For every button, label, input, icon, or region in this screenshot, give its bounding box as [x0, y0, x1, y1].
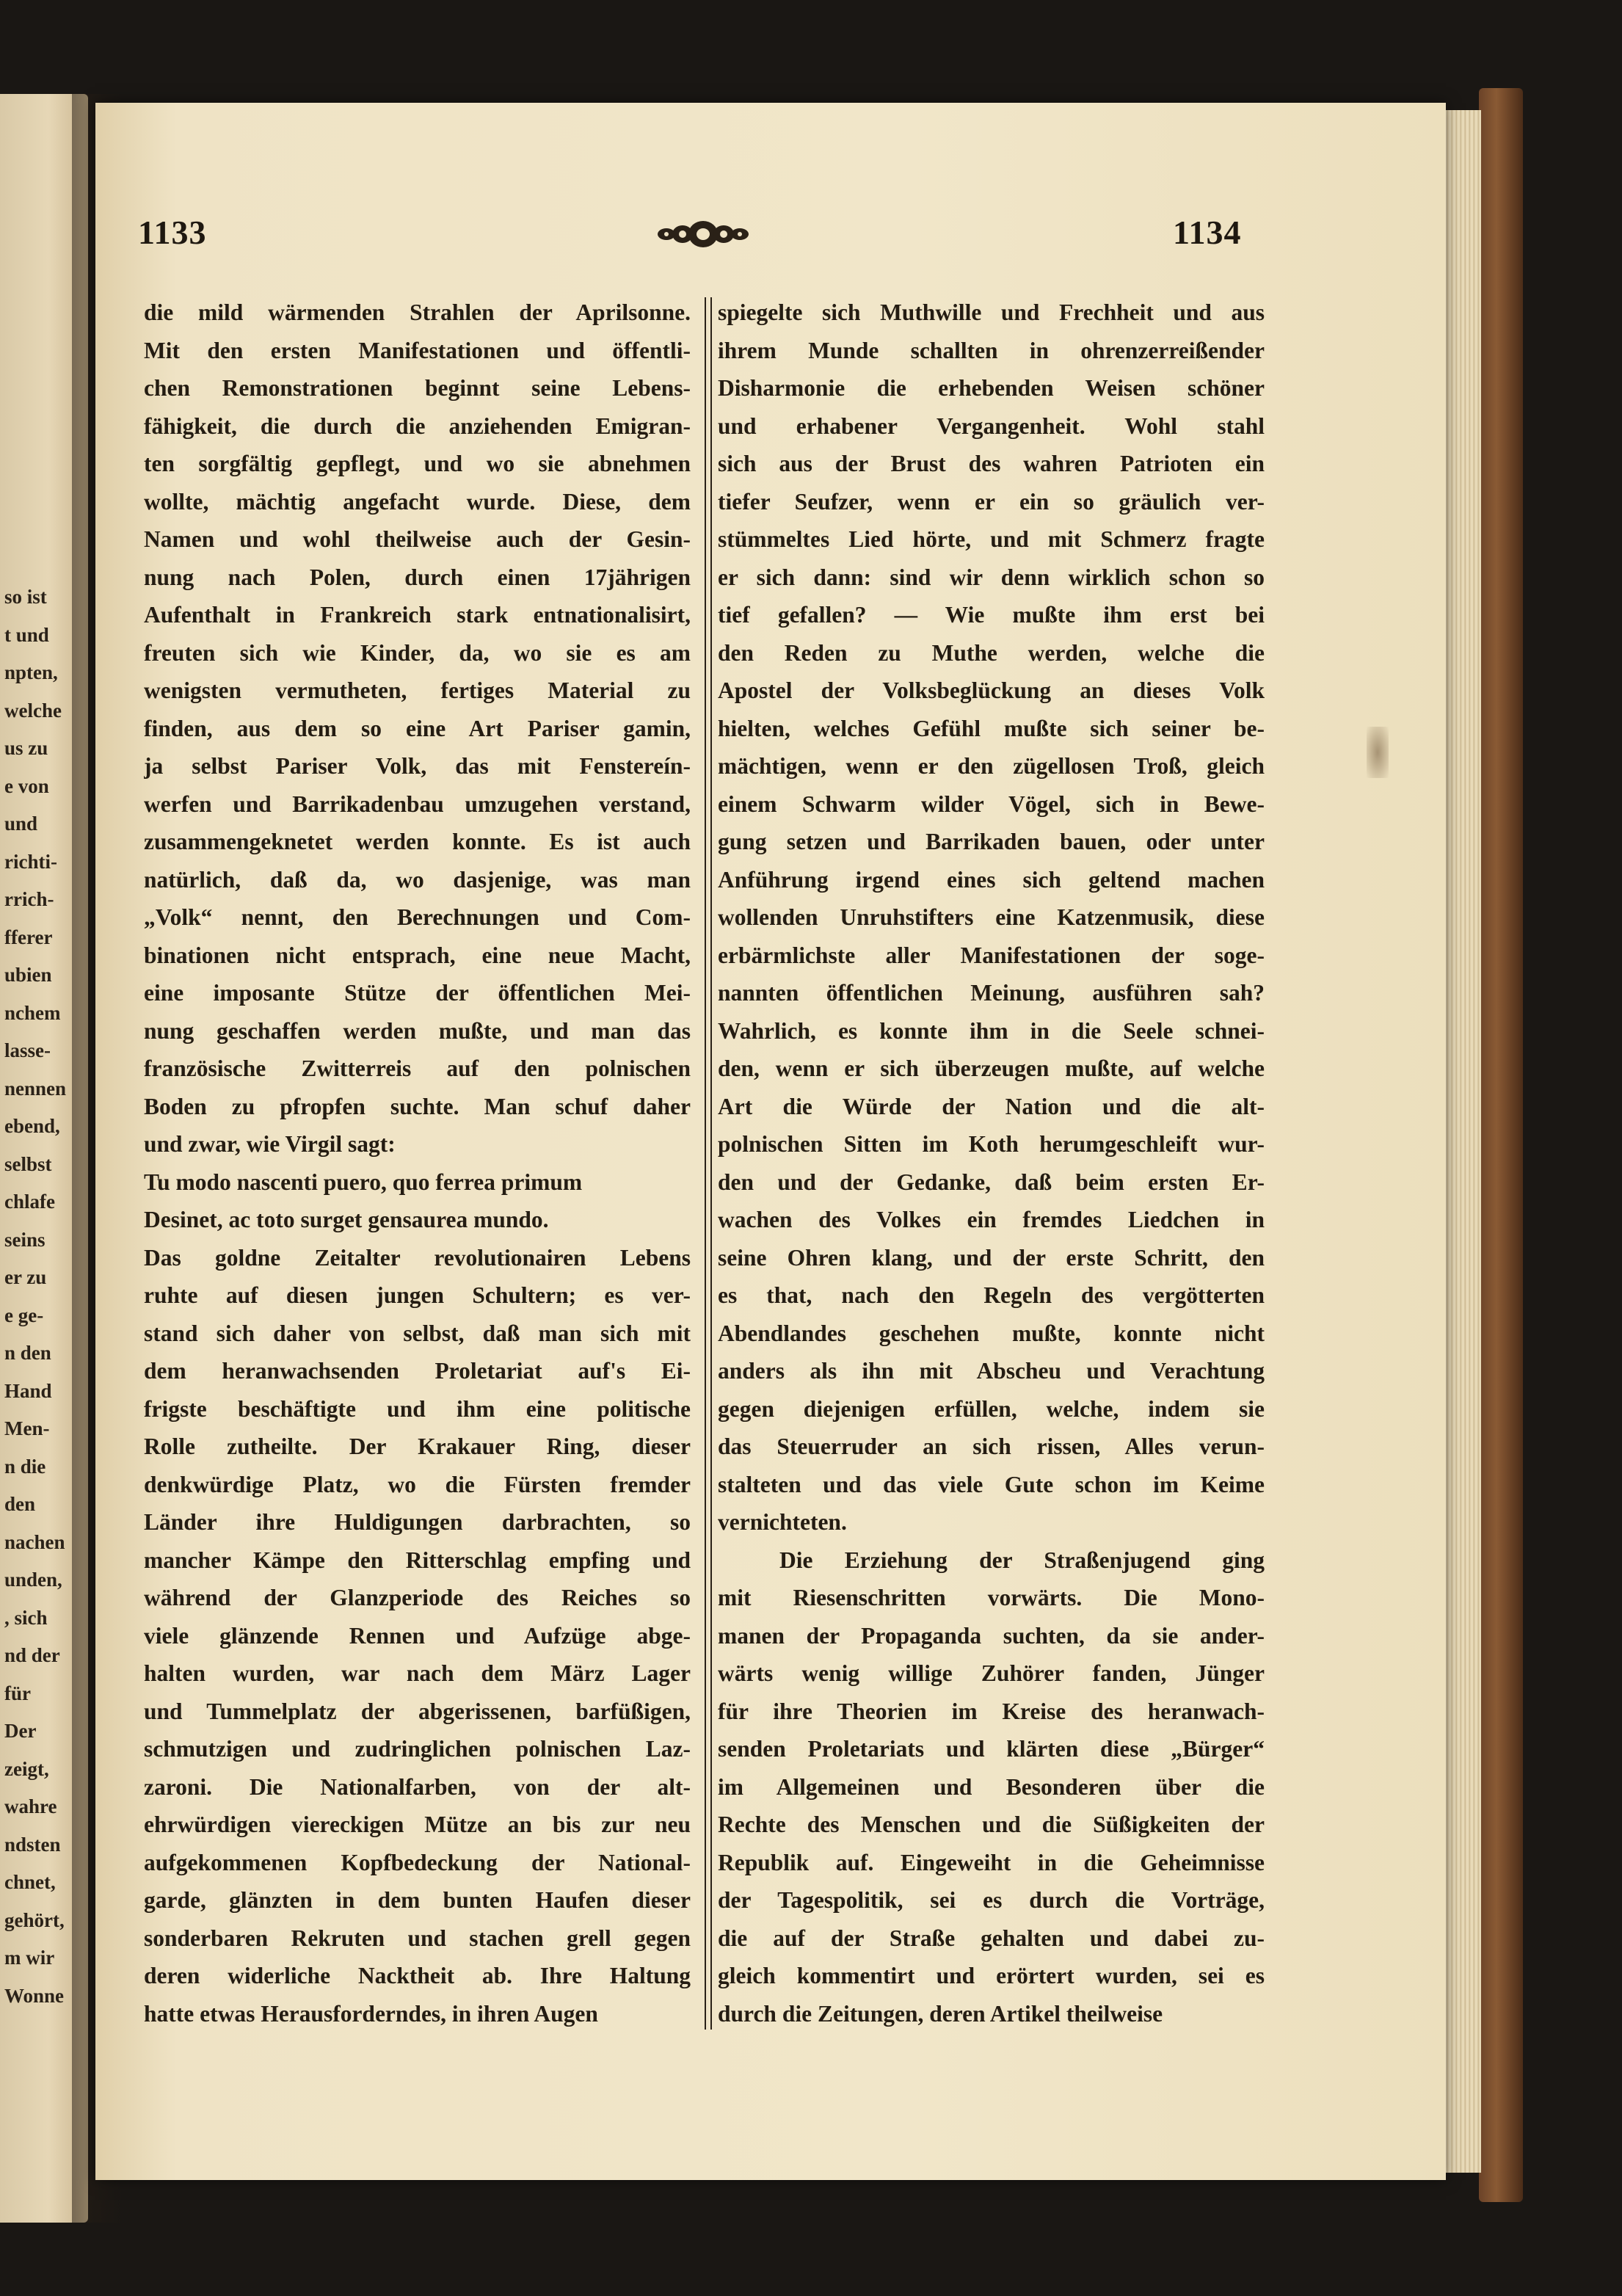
text-line: durch die Zeitungen, deren Artikel theilweise [718, 2000, 1163, 2027]
text-line: das Steuerruder an sich rissen, Alles verun- [718, 1434, 1265, 1459]
facing-page-fragment: rrich- [4, 888, 54, 910]
facing-page-fragment: seins [4, 1228, 46, 1251]
text-line: mancher Kämpe den Ritterschlag empfing und [144, 1547, 691, 1573]
text-line: gegen diejenigen erfüllen, welche, indem sie [718, 1395, 1265, 1422]
text-line: Disharmonie die erhebenden Weisen schöner [718, 375, 1265, 401]
facing-page-fragment: nd der [4, 1644, 60, 1666]
facing-page-fragment: chnet, [4, 1871, 56, 1893]
text-line: während der Glanzperiode des Reiches so [144, 1585, 691, 1610]
text-line: die mild wärmenden Strahlen der Aprilsonne. [144, 299, 691, 325]
facing-page-fragment: zeigt, [4, 1757, 49, 1780]
facing-page-fragment: selbst [4, 1152, 52, 1175]
text-line: ten sorgfältig gepflegt, und wo sie abnehmen [144, 451, 691, 476]
text-line: der Tagespolitik, sei es durch die Vorträge, [718, 1887, 1265, 1913]
facing-page-fragment: us zu [4, 737, 48, 759]
column-divider [705, 297, 712, 2030]
text-line: und erhabener Vergangenheit. Wohl stahl [718, 413, 1265, 439]
facing-page-fragment: so ist [4, 586, 47, 608]
text-line: Art die Würde der Nation und die alt- [718, 1093, 1265, 1119]
text-line: den und der Gedanke, daß beim ersten Er- [718, 1169, 1265, 1195]
text-line: tief gefallen? — Wie mußte ihm erst bei [718, 602, 1265, 628]
text-line: eine imposante Stütze der öffentlichen Mei- [144, 980, 691, 1006]
facing-page-fragment: Der [4, 1720, 37, 1742]
page-block-edges [1440, 110, 1481, 2173]
decorative-scroll-ornament-icon [652, 214, 754, 254]
text-line: Apostel der Volksbeglückung an dieses Volk [718, 677, 1265, 703]
facing-page-fragment: , sich [4, 1606, 48, 1629]
text-line: mit Riesenschritten vorwärts. Die Mono- [718, 1585, 1265, 1610]
paper-stain [1367, 727, 1389, 778]
text-line: und zwar, wie Virgil sagt: [144, 1131, 396, 1157]
facing-page-fragment: gehört, [4, 1908, 65, 1931]
text-line: einem Schwarm wilder Vögel, sich in Bewe- [718, 791, 1265, 817]
text-line: hatte etwas Herausforderndes, in ihren Augen [144, 2000, 598, 2027]
text-line: mächtigen, wenn er den zügellosen Troß, gleich [718, 753, 1265, 779]
text-line: im Allgemeinen und Besonderen über die [718, 1773, 1265, 1800]
text-line: denkwürdige Platz, wo die Fürsten fremder [144, 1471, 691, 1497]
text-line: gung setzen und Barrikaden bauen, oder unter [718, 829, 1265, 854]
facing-page-fragment: wahre [4, 1795, 57, 1817]
text-line: Rolle zutheilte. Der Krakauer Ring, dieser [144, 1434, 691, 1459]
facing-page-fragment: er zu [4, 1266, 47, 1288]
text-line: Wahrlich, es konnte ihm in die Seele schnei- [718, 1017, 1265, 1044]
facing-page-fragment: n die [4, 1455, 46, 1478]
text-line: senden Proletariats und klärten diese „Bürger“ [718, 1736, 1265, 1762]
text-line: zusammengeknetet werden konnte. Es ist auch [144, 829, 691, 854]
text-line: frigste beschäftigte und ihm eine politische [144, 1395, 691, 1422]
text-line: wachen des Volkes ein fremdes Liedchen in [718, 1207, 1265, 1232]
text-line: halten wurden, war nach dem März Lager [144, 1660, 691, 1686]
text-line: nannten öffentlichen Meinung, ausführen sah? [718, 980, 1265, 1006]
text-line: wärts wenig willige Zuhörer fanden, Jünger [718, 1660, 1265, 1686]
text-line: Desinet, ac toto surget gensaurea mundo. [144, 1207, 549, 1232]
text-line: seine Ohren klang, und der erste Schritt, den [718, 1244, 1265, 1271]
text-line: er sich dann: sind wir denn wirklich schon so [718, 564, 1265, 590]
text-line: tiefer Seufzer, wenn er ein so gräulich ver- [718, 488, 1265, 515]
text-line: Anführung irgend eines sich geltend machen [718, 866, 1265, 893]
text-line: spiegelte sich Muthwille und Frechheit und aus [718, 299, 1265, 325]
text-line: Aufenthalt in Frankreich stark entnationalisirt, [144, 602, 691, 628]
text-line: anders als ihn mit Abscheu und Verachtung [718, 1358, 1265, 1384]
text-line: wenigsten vermutheten, fertiges Material zu [144, 677, 691, 703]
facing-page-fragment: und [4, 813, 38, 835]
text-line: den Reden zu Muthe werden, welche die [718, 639, 1265, 666]
facing-page-fragment: Men- [4, 1417, 50, 1439]
text-line: Tu modo nascenti puero, quo ferrea primum [144, 1169, 583, 1195]
text-line: es that, nach den Regeln des vergötterten [718, 1282, 1265, 1308]
text-line: manen der Propaganda suchten, da sie ander- [718, 1622, 1265, 1649]
facing-page-fragment: ubien [4, 964, 52, 986]
text-line: gleich kommentirt und erörtert wurden, sei es [718, 1963, 1265, 1988]
facing-page-fragment: nennen [4, 1077, 67, 1100]
text-line: viele glänzende Rennen und Aufzüge abge- [144, 1622, 691, 1649]
page-number-left: 1133 [138, 214, 207, 251]
text-line: Das goldne Zeitalter revolutionairen Lebens [144, 1244, 691, 1271]
text-line: stümmeltes Lied hörte, und mit Schmerz fragte [718, 526, 1265, 552]
text-line: deren widerliche Nacktheit ab. Ihre Haltung [144, 1963, 691, 1988]
text-line: zaroni. Die Nationalfarben, von der alt- [144, 1773, 691, 1800]
facing-page-fragment: richti- [4, 850, 57, 873]
text-line: fähigkeit, die durch die anziehenden Emigran- [144, 413, 691, 439]
text-line: wollenden Unruhstifters eine Katzenmusik, diese [718, 904, 1265, 930]
text-line: den, wenn er sich überzeugen mußte, auf welche [718, 1056, 1265, 1081]
text-line: wollte, mächtig angefacht wurde. Diese, dem [144, 488, 691, 515]
facing-page-fragment: unden, [4, 1569, 62, 1591]
text-line: hielten, welches Gefühl mußte sich seiner be- [718, 715, 1265, 741]
facing-page-fragment: ebend, [4, 1115, 60, 1137]
facing-page-fragment: npten, [4, 661, 58, 683]
text-line: binationen nicht entsprach, eine neue Macht, [144, 942, 691, 968]
text-line: chen Remonstrationen beginnt seine Lebens- [144, 375, 691, 401]
book-cover-edge [1479, 88, 1523, 2202]
text-line: aufgekommenen Kopfbedeckung der National- [144, 1849, 691, 1875]
text-line: schmutzigen und zudringlichen polnischen Laz- [144, 1736, 691, 1762]
facing-page-fragment: nachen [4, 1530, 65, 1553]
text-line: und Tummelplatz der abgerissenen, barfüßigen, [144, 1698, 691, 1724]
text-line: Mit den ersten Manifestationen und öffentli- [144, 337, 691, 363]
text-line: erbärmlichste aller Manifestationen der soge- [718, 942, 1265, 968]
facing-page-fragment: welche [4, 699, 62, 722]
text-line: stand sich daher von selbst, daß man sich mit [144, 1320, 691, 1346]
facing-page-fragment: m wir [4, 1947, 55, 1969]
text-line: ja selbst Pariser Volk, das mit Fenstereín- [144, 753, 691, 779]
text-line: Länder ihre Huldigungen darbrachten, so [144, 1509, 691, 1535]
text-line: sonderbaren Rekruten und stachen grell gegen [144, 1925, 691, 1951]
text-line: nung geschaffen werden mußte, und man das [144, 1017, 691, 1044]
text-column-right [718, 294, 1265, 2032]
text-line: stalteten und das viele Gute schon im Keime [718, 1471, 1265, 1497]
text-line: finden, aus dem so eine Art Pariser gamin, [144, 715, 691, 741]
facing-page-fragment: Wonne [4, 1984, 65, 2007]
facing-page-fragment: für [4, 1682, 31, 1704]
text-line: werfen und Barrikadenbau umzugehen verstand, [144, 791, 691, 817]
text-line: Boden zu pfropfen suchte. Man schuf daher [144, 1093, 691, 1119]
facing-page-fragment: t und [4, 623, 49, 646]
text-line: Die Erziehung der Straßenjugend ging [779, 1547, 1265, 1573]
facing-page-fragment: e von [4, 774, 49, 797]
text-line: die auf der Straße gehalten und dabei zu- [718, 1925, 1265, 1951]
text-line: nung nach Polen, durch einen 17jährigen [144, 564, 691, 590]
text-line: dem heranwachsenden Proletariat auf's Ei- [144, 1358, 691, 1384]
facing-page-fragment: den [4, 1493, 36, 1515]
text-line: natürlich, daß da, wo dasjenige, was man [144, 866, 691, 893]
text-line: französische Zwitterreis auf den polnischen [144, 1056, 691, 1081]
facing-page-fragment: fferer [4, 926, 53, 948]
facing-page-fragment: ndsten [4, 1833, 61, 1856]
text-line: polnischen Sitten im Koth herumgeschleift wur- [718, 1131, 1265, 1157]
text-line: Rechte des Menschen und die Süßigkeiten der [718, 1812, 1265, 1837]
text-line: freuten sich wie Kinder, da, wo sie es am [144, 639, 691, 666]
facing-page-fragment: lasse- [4, 1039, 51, 1061]
facing-page-fragment: e ge- [4, 1304, 44, 1326]
text-column-left [144, 294, 691, 2032]
page-number-right: 1134 [1173, 214, 1242, 251]
text-line: ehrwürdigen viereckigen Mütze an bis zur neu [144, 1812, 691, 1837]
text-line: vernichteten. [718, 1509, 847, 1535]
facing-page-fragment: n den [4, 1342, 51, 1364]
text-line: Republik auf. Eingeweiht in die Geheimnisse [718, 1849, 1265, 1875]
text-line: ihrem Munde schallten in ohrenzerreißender [718, 337, 1265, 363]
text-line: Abendlandes geschehen mußte, konnte nicht [718, 1320, 1265, 1346]
facing-page-fragment: chlafe [4, 1191, 55, 1213]
text-line: sich aus der Brust des wahren Patrioten ein [718, 451, 1265, 476]
text-line: Namen und wohl theilweise auch der Gesin- [144, 526, 691, 552]
facing-page-fragment: Hand [4, 1379, 52, 1402]
text-line: ruhte auf diesen jungen Schultern; es ver- [144, 1282, 691, 1308]
text-line: „Volk“ nennt, den Berechnungen und Com- [144, 904, 691, 930]
text-line: für ihre Theorien im Kreise des heranwach- [718, 1698, 1265, 1724]
text-line: garde, glänzten in dem bunten Haufen dieser [144, 1887, 691, 1913]
facing-page-fragment: nchem [4, 1001, 61, 1024]
